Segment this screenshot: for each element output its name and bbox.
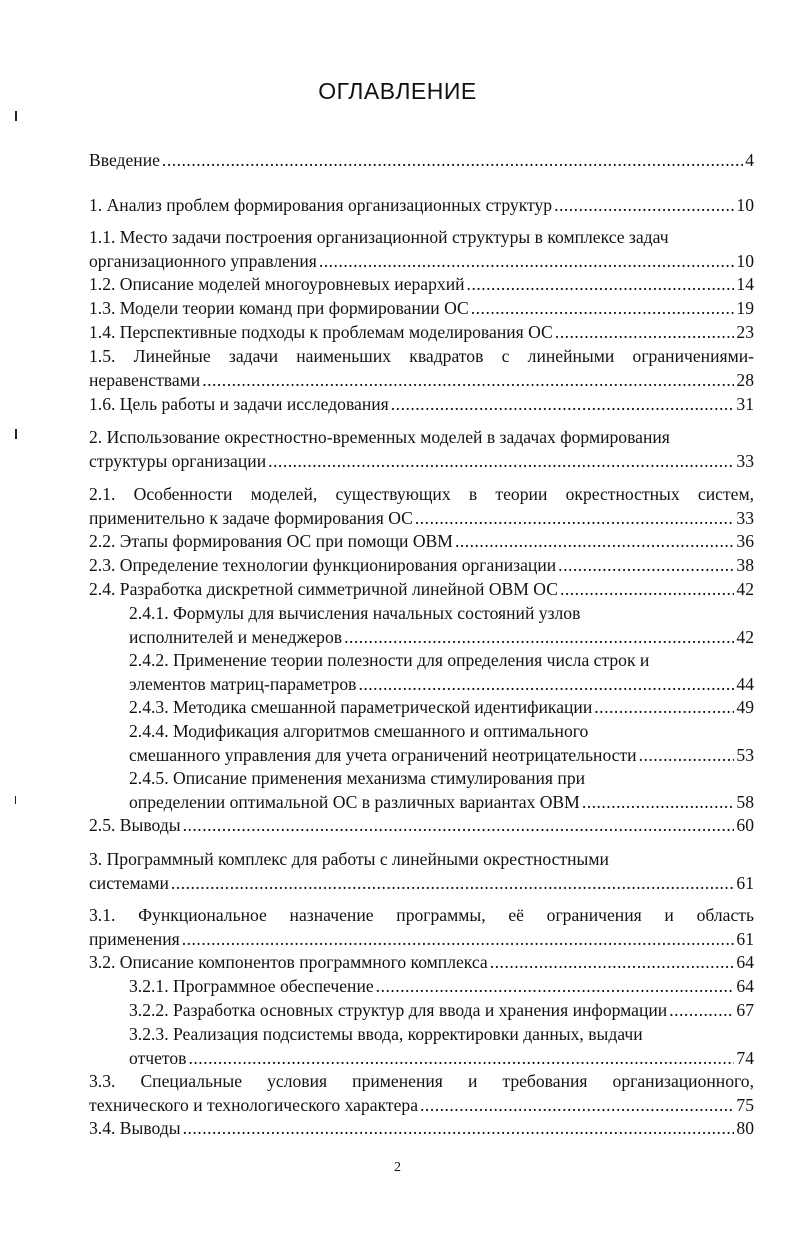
toc-entry-page: 58 [736,792,754,812]
toc-entry-title-line: применения [89,929,180,949]
toc-entry[interactable] [89,272,754,296]
toc-entry-title-line: 3.1. Функциональное назначение программы, её ограничения и область [89,905,754,925]
toc-entry-title-line: 1.5. Линейные задачи наименьших квадратов с линейными ограничениями- [89,346,754,366]
toc-entry-page: 61 [736,873,754,893]
toc-entry[interactable] [129,998,754,1022]
toc-entry[interactable] [89,425,754,473]
toc-entry[interactable] [89,482,754,530]
dot-leader [455,529,734,553]
dot-leader [344,625,734,649]
toc-entry-page: 64 [736,976,754,996]
toc-entry-page: 10 [736,195,754,215]
dot-leader [376,974,735,998]
toc-entry-title-line: определении оптимальной ОС в различных вариантах ОВМ [129,792,580,812]
toc-entry[interactable] [89,577,754,601]
toc-entry-title-line: 2.3. Определение технологии функционирования организации [89,555,557,575]
toc-entry[interactable] [89,148,754,172]
dot-leader [420,1093,734,1117]
toc-entry-title-line: 3. Программный комплекс для работы с линейными окрестностными [89,849,609,869]
toc-entry-title-line: 3.2.3. Реализация подсистемы ввода, корректировки данных, выдачи [129,1024,643,1044]
toc-entry[interactable] [129,1022,754,1070]
toc-entry[interactable] [89,813,754,837]
toc-entry[interactable] [129,601,754,649]
dot-leader [162,148,743,172]
toc-entry-page: 28 [736,370,754,390]
toc-entry-title-line: 2.4.4. Модификация алгоритмов смешанного и оптимального [129,721,589,741]
toc-entry-title-line: 1. Анализ проблем формирования организационных структур [89,195,553,215]
dot-leader [202,368,734,392]
toc-entry-page: 64 [736,952,754,972]
toc-entry[interactable] [89,847,754,895]
toc-entry-title-line: 2.4.1. Формулы для вычисления начальных состояний узлов [129,603,581,623]
toc-entry-title-line: 2.4.5. Описание применения механизма стимулирования при [129,768,586,788]
left-margin-mark-2 [15,429,17,439]
dot-leader [182,927,735,951]
toc-entry-title-line: 2.4. Разработка дискретной симметричной линейной ОВМ ОС [89,579,558,599]
toc-entry[interactable] [89,225,754,273]
dot-leader [358,672,734,696]
toc-entry-page: 10 [736,251,754,271]
toc-entry[interactable] [89,553,754,577]
toc-entry-page: 42 [736,627,754,647]
toc-entry-title-line: 2.1. Особенности моделей, существующих в теории окрестностных систем, [89,484,754,504]
page-number: 2 [394,1160,401,1175]
toc-entry-page: 61 [736,929,754,949]
toc-entry-title-line: 1.2. Описание моделей многоуровневых иерархий [89,274,465,294]
dot-leader [319,249,735,273]
dot-leader [639,743,735,767]
dot-leader [268,449,734,473]
toc-entry-page: 80 [736,1118,754,1138]
toc-entry-title-line: 2. Использование окрестностно-временных моделей в задачах формирования [89,427,670,447]
toc-entry-title-line: смешанного управления для учета ограничений неотрицательности [129,745,637,765]
toc-entry[interactable] [89,320,754,344]
toc-entry-page: 4 [745,150,754,170]
toc-entry-title-line: структуры организации [89,451,267,471]
toc-entry[interactable] [89,903,754,951]
toc-entry-title-line: неравенствами [89,370,201,390]
toc-entry-title-line: 3.4. Выводы [89,1118,181,1138]
toc-entry[interactable] [129,695,754,719]
toc-entry-page: 31 [736,394,754,414]
toc-entry-page: 36 [736,531,754,551]
dot-leader [183,813,735,837]
toc-entry-title-line: организационного управления [89,251,317,271]
toc-entry-title-line: применительно к задаче формирования ОС [89,508,413,528]
toc-entry-title-line: 1.6. Цель работы и задачи исследования [89,394,389,414]
toc-entry-title-line: 3.2.2. Разработка основных структур для ввода и хранения информации [129,1000,668,1020]
toc-entry-title-line: 2.2. Этапы формирования ОС при помощи ОВМ [89,531,453,551]
toc-entry-page: 74 [736,1048,754,1068]
toc-entry-title-line: элементов матриц-параметров [129,674,357,694]
dot-leader [560,577,734,601]
toc-entry-title-line: исполнителей и менеджеров [129,627,343,647]
toc-entry[interactable] [89,392,754,416]
toc-entry-title-line: 3.3. Специальные условия применения и требования организационного, [89,1071,754,1091]
toc-entry-title-line: 2.4.2. Применение теории полезности для определения числа строк и [129,650,650,670]
toc-entry[interactable] [129,974,754,998]
dot-leader [490,950,735,974]
toc-entry[interactable] [129,648,754,696]
toc-entry-page: 67 [736,1000,754,1020]
toc-entry-title-line: 1.1. Место задачи построения организационной структуры в комплексе задач [89,227,669,247]
dot-leader [558,553,734,577]
toc-entry-page: 44 [736,674,754,694]
toc-entry-title-line: 1.3. Модели теории команд при формировании ОС [89,298,469,318]
dot-leader [669,998,734,1022]
toc-entry-title-line: Введение [89,150,160,170]
toc-entry-page: 42 [736,579,754,599]
toc-entry-title-line: 1.4. Перспективные подходы к проблемам моделирования ОС [89,322,553,342]
toc-entry-page: 14 [736,274,754,294]
toc-entry[interactable] [89,950,754,974]
toc-entry[interactable] [89,296,754,320]
dot-leader [415,506,735,530]
toc-entry-page: 33 [736,451,754,471]
toc-entry-page: 38 [736,555,754,575]
toc-entry[interactable] [89,1116,754,1140]
toc-entry[interactable] [89,1069,754,1117]
toc-entry-page: 23 [736,322,754,342]
toc-entry-title-line: 3.2.1. Программное обеспечение [129,976,374,996]
toc-entry[interactable] [129,766,754,814]
dot-leader [594,695,734,719]
toc-entry-page: 60 [736,815,754,835]
page-title: ОГЛАВЛЕНИЕ [318,78,477,104]
dot-leader [555,320,735,344]
toc-entry-title-line: 2.4.3. Методика смешанной параметрической идентификации [129,697,593,717]
dot-leader [171,871,735,895]
dot-leader [554,193,734,217]
toc-entry-title-line: отчетов [129,1048,187,1068]
dot-leader [582,790,735,814]
toc-entry-title-line: технического и технологического характера [89,1095,419,1115]
toc-entry-page: 49 [736,697,754,717]
dot-leader [471,296,735,320]
left-margin-mark-3 [15,796,16,804]
toc-entry[interactable] [89,193,754,217]
toc-entry-page: 33 [736,508,754,528]
left-margin-mark-1 [15,111,17,121]
toc-entry[interactable] [89,529,754,553]
toc-entry-title-line: 2.5. Выводы [89,815,181,835]
toc-entry-page: 19 [736,298,754,318]
toc-entry-page: 53 [736,745,754,765]
toc-entry-page: 75 [736,1095,754,1115]
toc-entry-title-line: 3.2. Описание компонентов программного комплекса [89,952,488,972]
toc-entry[interactable] [89,344,754,392]
dot-leader [391,392,735,416]
toc-entry-title-line: системами [89,873,169,893]
dot-leader [183,1116,735,1140]
dot-leader [188,1046,734,1070]
toc-entry[interactable] [129,719,754,767]
dot-leader [467,272,735,296]
